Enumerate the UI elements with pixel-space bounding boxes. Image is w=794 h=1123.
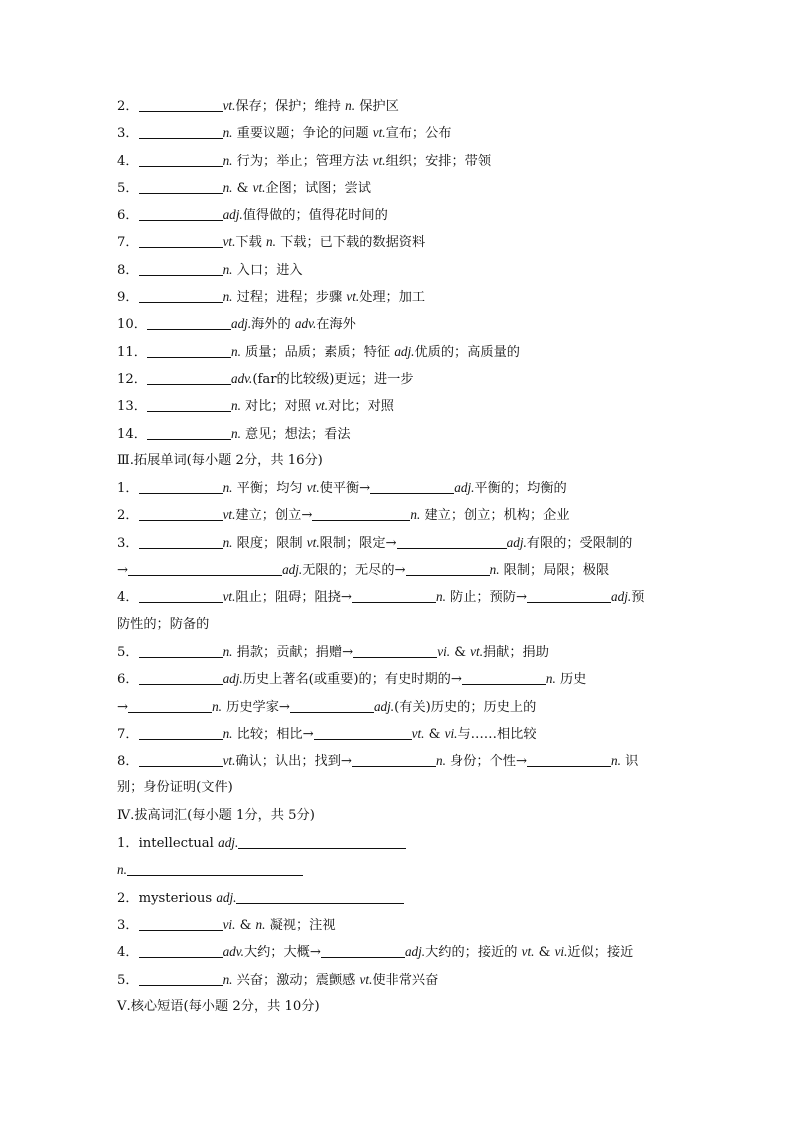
item-4: 4． adv.大约；大概→ adj.大约的；接近的 vt. & vi.近似；接近 bbox=[117, 944, 634, 961]
answer-blank[interactable] bbox=[236, 889, 404, 904]
answer-blank[interactable] bbox=[527, 752, 611, 767]
answer-blank[interactable] bbox=[352, 752, 436, 767]
item-13: 13． n. 对比；对照 vt.对比；对照 bbox=[117, 398, 394, 415]
item-12: 12． adv.(far的比较级)更远；进一步 bbox=[117, 370, 414, 387]
answer-blank[interactable] bbox=[139, 916, 223, 931]
item-5: 5． n. 捐款；贡献；捐赠→ vi. & vt.捐献；捐助 bbox=[117, 643, 549, 660]
answer-blank[interactable] bbox=[139, 206, 223, 221]
answer-blank[interactable] bbox=[462, 670, 546, 685]
item-11: 11． n. 质量；品质；素质；特征 adj.优质的；高质量的 bbox=[117, 343, 520, 360]
item-1: 1． n. 平衡；均匀 vt.使平衡→ adj.平衡的；均衡的 bbox=[117, 480, 567, 497]
item-2: 2． vt.保存；保护；维持 n. 保护区 bbox=[117, 98, 399, 114]
answer-blank[interactable] bbox=[139, 943, 223, 958]
item-9: 9． n. 过程；进程；步骤 vt.处理；加工 bbox=[117, 289, 426, 306]
item-3: 3． vi. & n. 凝视；注视 bbox=[117, 916, 336, 933]
section-heading: Ⅲ.拓展单词(每小题 2分，共 16分) bbox=[117, 452, 323, 468]
answer-blank[interactable] bbox=[290, 698, 374, 713]
answer-blank[interactable] bbox=[352, 588, 436, 603]
answer-blank[interactable] bbox=[147, 343, 231, 358]
answer-blank[interactable] bbox=[139, 670, 223, 685]
item-10: 10． adj.海外的 adv.在海外 bbox=[117, 316, 356, 333]
answer-blank[interactable] bbox=[238, 834, 406, 849]
answer-blank[interactable] bbox=[139, 288, 223, 303]
answer-blank[interactable] bbox=[139, 534, 223, 549]
answer-blank[interactable] bbox=[321, 943, 405, 958]
item-5: 5． n. 兴奋；激动；震颤感 vt.使非常兴奋 bbox=[117, 971, 439, 988]
item-1: 1．intellectual adj. bbox=[117, 829, 677, 856]
answer-blank[interactable] bbox=[127, 861, 303, 876]
item-6: 6． adj.历史上著名(或重要)的；有史时期的→ n. 历史 bbox=[117, 671, 587, 688]
item-2: 2． vt.建立；创立→ n. 建立；创立；机构；企业 bbox=[117, 507, 570, 524]
item-4: 4． vt.阻止；阻碍；阻挠→ n. 防止；预防→ adj.预 bbox=[117, 589, 645, 606]
item-5: 5． n. & vt.企图；试图；尝试 bbox=[117, 179, 371, 196]
item-8-cont: 别；身份证明(文件) bbox=[117, 780, 233, 796]
answer-blank[interactable] bbox=[139, 179, 223, 194]
answer-blank[interactable] bbox=[147, 425, 231, 440]
item-3: 3． n. 限度；限制 vt.限制；限定→ adj.有限的；受限制的 bbox=[117, 534, 633, 551]
answer-blank[interactable] bbox=[139, 479, 223, 494]
item-7: 7． vt.下载 n. 下载；已下载的数据资料 bbox=[117, 234, 426, 251]
item-14: 14． n. 意见；想法；看法 bbox=[117, 425, 351, 442]
answer-blank[interactable] bbox=[314, 725, 412, 740]
item-6: 6． adj.值得做的；值得花时间的 bbox=[117, 207, 388, 224]
item-6-cont: → n. 历史学家→ adj.(有关)历史的；历史上的 bbox=[117, 698, 537, 715]
item-4-cont: 防性的；防备的 bbox=[117, 616, 210, 632]
answer-blank[interactable] bbox=[139, 261, 223, 276]
item-3: 3． n. 重要议题；争论的问题 vt.宣布；公布 bbox=[117, 125, 452, 142]
answer-blank[interactable] bbox=[353, 643, 437, 658]
answer-blank[interactable] bbox=[312, 506, 410, 521]
answer-blank[interactable] bbox=[406, 561, 490, 576]
answer-blank[interactable] bbox=[128, 698, 212, 713]
section-heading: Ⅳ.拔高词汇(每小题 1分，共 5分) bbox=[117, 807, 315, 823]
item-3-cont: → adj.无限的；无尽的→ n. 限制；局限；极限 bbox=[117, 562, 610, 579]
answer-blank[interactable] bbox=[139, 971, 223, 986]
answer-blank[interactable] bbox=[147, 370, 231, 385]
item-4: 4． n. 行为；举止；管理方法 vt.组织；安排；带领 bbox=[117, 152, 492, 169]
item-8: 8． vt.确认；认出；找到→ n. 身份；个性→ n. 识 bbox=[117, 753, 639, 770]
answer-blank[interactable] bbox=[128, 561, 282, 576]
answer-blank[interactable] bbox=[147, 397, 231, 412]
answer-blank[interactable] bbox=[397, 534, 507, 549]
section-heading: Ⅴ.核心短语(每小题 2分，共 10分) bbox=[117, 998, 320, 1014]
answer-blank[interactable] bbox=[147, 315, 231, 330]
answer-blank[interactable] bbox=[139, 643, 223, 658]
answer-blank[interactable] bbox=[139, 233, 223, 248]
item-number: 2． bbox=[117, 99, 139, 114]
answer-blank[interactable] bbox=[527, 588, 611, 603]
answer-blank[interactable] bbox=[139, 588, 223, 603]
item-2: 2．mysterious adj. bbox=[117, 884, 677, 911]
answer-blank[interactable] bbox=[139, 152, 223, 167]
answer-blank[interactable] bbox=[139, 97, 223, 112]
answer-blank[interactable] bbox=[139, 752, 223, 767]
item-7: 7． n. 比较；相比→ vt. & vi.与……相比较 bbox=[117, 725, 537, 742]
answer-blank[interactable] bbox=[139, 725, 223, 740]
answer-blank[interactable] bbox=[370, 479, 454, 494]
item-1-cont: n. bbox=[117, 856, 677, 883]
item-8: 8． n. 入口；进入 bbox=[117, 261, 303, 278]
answer-blank[interactable] bbox=[139, 124, 223, 139]
answer-blank[interactable] bbox=[139, 506, 223, 521]
worksheet bbox=[117, 92, 677, 1020]
